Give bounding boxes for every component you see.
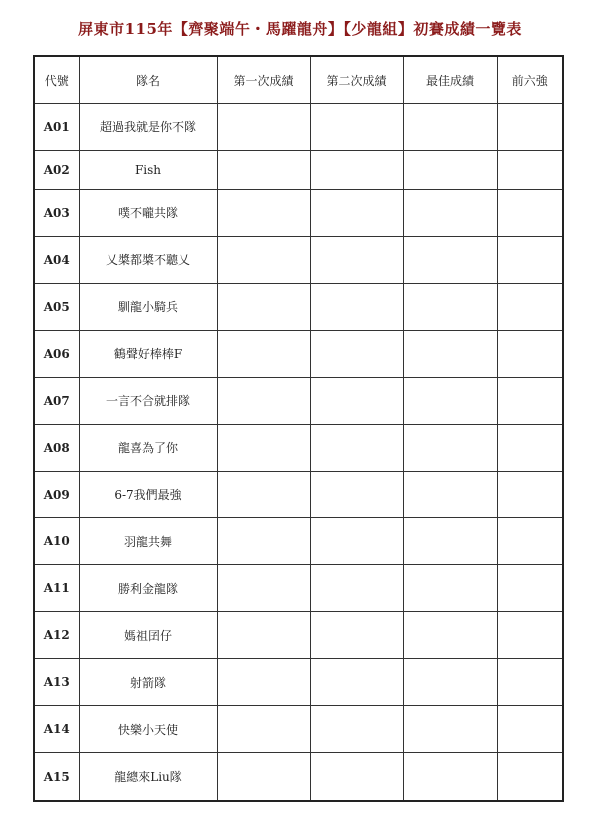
team-name: 龍總來Liu隊 — [79, 753, 217, 801]
first-score-cell — [217, 612, 310, 659]
team-code: A15 — [34, 753, 79, 801]
table-row — [34, 150, 563, 189]
table-row — [34, 565, 563, 612]
top-six-cell — [497, 236, 563, 283]
table-header-row — [34, 56, 563, 104]
table-row — [34, 612, 563, 659]
team-name: 快樂小天使 — [79, 706, 217, 753]
top-six-cell — [497, 283, 563, 330]
best-score-cell — [403, 565, 497, 612]
top-six-cell — [497, 190, 563, 237]
top-six-cell — [497, 150, 563, 189]
team-code: A01 — [34, 104, 79, 151]
team-name: 馴龍小騎兵 — [79, 283, 217, 330]
team-name: 噗不嚨共隊 — [79, 190, 217, 237]
team-name: 6-7我們最強 — [79, 471, 217, 518]
second-score-cell — [310, 471, 403, 518]
second-score-cell — [310, 190, 403, 237]
top-six-cell — [497, 706, 563, 753]
table-body — [34, 104, 563, 802]
table-row — [34, 104, 563, 151]
first-score-cell — [217, 659, 310, 706]
first-score-cell — [217, 330, 310, 377]
best-score-cell — [403, 612, 497, 659]
best-score-cell — [403, 753, 497, 801]
top-six-cell — [497, 471, 563, 518]
team-code: A10 — [34, 518, 79, 565]
first-score-cell — [217, 471, 310, 518]
header-code: 代號 — [34, 56, 79, 104]
team-code: A04 — [34, 236, 79, 283]
table-row — [34, 706, 563, 753]
table-row — [34, 659, 563, 706]
best-score-cell — [403, 424, 497, 471]
first-score-cell — [217, 283, 310, 330]
document-title: 屏東市115年【齊聚端午・馬躍龍舟】【少龍組】初賽成績一覽表 — [78, 20, 522, 38]
header-top-six: 前六強 — [497, 56, 563, 104]
best-score-cell — [403, 659, 497, 706]
team-code: A03 — [34, 190, 79, 237]
table-row — [34, 330, 563, 377]
second-score-cell — [310, 753, 403, 801]
first-score-cell — [217, 424, 310, 471]
team-code: A05 — [34, 283, 79, 330]
team-code: A08 — [34, 424, 79, 471]
table-row — [34, 377, 563, 424]
team-name: 勝利金龍隊 — [79, 565, 217, 612]
best-score-cell — [403, 330, 497, 377]
second-score-cell — [310, 659, 403, 706]
best-score-cell — [403, 377, 497, 424]
first-score-cell — [217, 236, 310, 283]
best-score-cell — [403, 190, 497, 237]
second-score-cell — [310, 424, 403, 471]
best-score-cell — [403, 471, 497, 518]
top-six-cell — [497, 424, 563, 471]
team-name: Fish — [79, 150, 217, 189]
first-score-cell — [217, 565, 310, 612]
team-name: 羽龍共舞 — [79, 518, 217, 565]
team-code: A07 — [34, 377, 79, 424]
second-score-cell — [310, 150, 403, 189]
second-score-cell — [310, 518, 403, 565]
second-score-cell — [310, 283, 403, 330]
first-score-cell — [217, 377, 310, 424]
team-name: 射箭隊 — [79, 659, 217, 706]
table-row — [34, 283, 563, 330]
top-six-cell — [497, 612, 563, 659]
table-row — [34, 753, 563, 801]
top-six-cell — [497, 565, 563, 612]
second-score-cell — [310, 565, 403, 612]
team-code: A11 — [34, 565, 79, 612]
first-score-cell — [217, 104, 310, 151]
best-score-cell — [403, 236, 497, 283]
team-name: 一言不合就排隊 — [79, 377, 217, 424]
team-code: A13 — [34, 659, 79, 706]
first-score-cell — [217, 150, 310, 189]
table-row — [34, 518, 563, 565]
best-score-cell — [403, 283, 497, 330]
second-score-cell — [310, 330, 403, 377]
second-score-cell — [310, 612, 403, 659]
second-score-cell — [310, 236, 403, 283]
first-score-cell — [217, 753, 310, 801]
first-score-cell — [217, 706, 310, 753]
table-row — [34, 236, 563, 283]
top-six-cell — [497, 104, 563, 151]
second-score-cell — [310, 706, 403, 753]
team-name: 龍喜為了你 — [79, 424, 217, 471]
team-name: 媽祖囝仔 — [79, 612, 217, 659]
top-six-cell — [497, 330, 563, 377]
first-score-cell — [217, 518, 310, 565]
team-name: 乂槳都槳不聽乂 — [79, 236, 217, 283]
team-name: 超過我就是你不隊 — [79, 104, 217, 151]
best-score-cell — [403, 150, 497, 189]
best-score-cell — [403, 104, 497, 151]
team-name: 鶴聲好棒棒F — [79, 330, 217, 377]
team-code: A06 — [34, 330, 79, 377]
second-score-cell — [310, 104, 403, 151]
header-team-name: 隊名 — [79, 56, 217, 104]
header-second-score: 第二次成績 — [310, 56, 403, 104]
header-best-score: 最佳成績 — [403, 56, 497, 104]
top-six-cell — [497, 659, 563, 706]
table-row — [34, 471, 563, 518]
second-score-cell — [310, 377, 403, 424]
team-code: A09 — [34, 471, 79, 518]
results-table — [33, 55, 564, 802]
best-score-cell — [403, 706, 497, 753]
top-six-cell — [497, 377, 563, 424]
top-six-cell — [497, 518, 563, 565]
best-score-cell — [403, 518, 497, 565]
top-six-cell — [497, 753, 563, 801]
header-first-score: 第一次成績 — [217, 56, 310, 104]
table-row — [34, 424, 563, 471]
table-row — [34, 190, 563, 237]
team-code: A02 — [34, 150, 79, 189]
team-code: A12 — [34, 612, 79, 659]
first-score-cell — [217, 190, 310, 237]
team-code: A14 — [34, 706, 79, 753]
